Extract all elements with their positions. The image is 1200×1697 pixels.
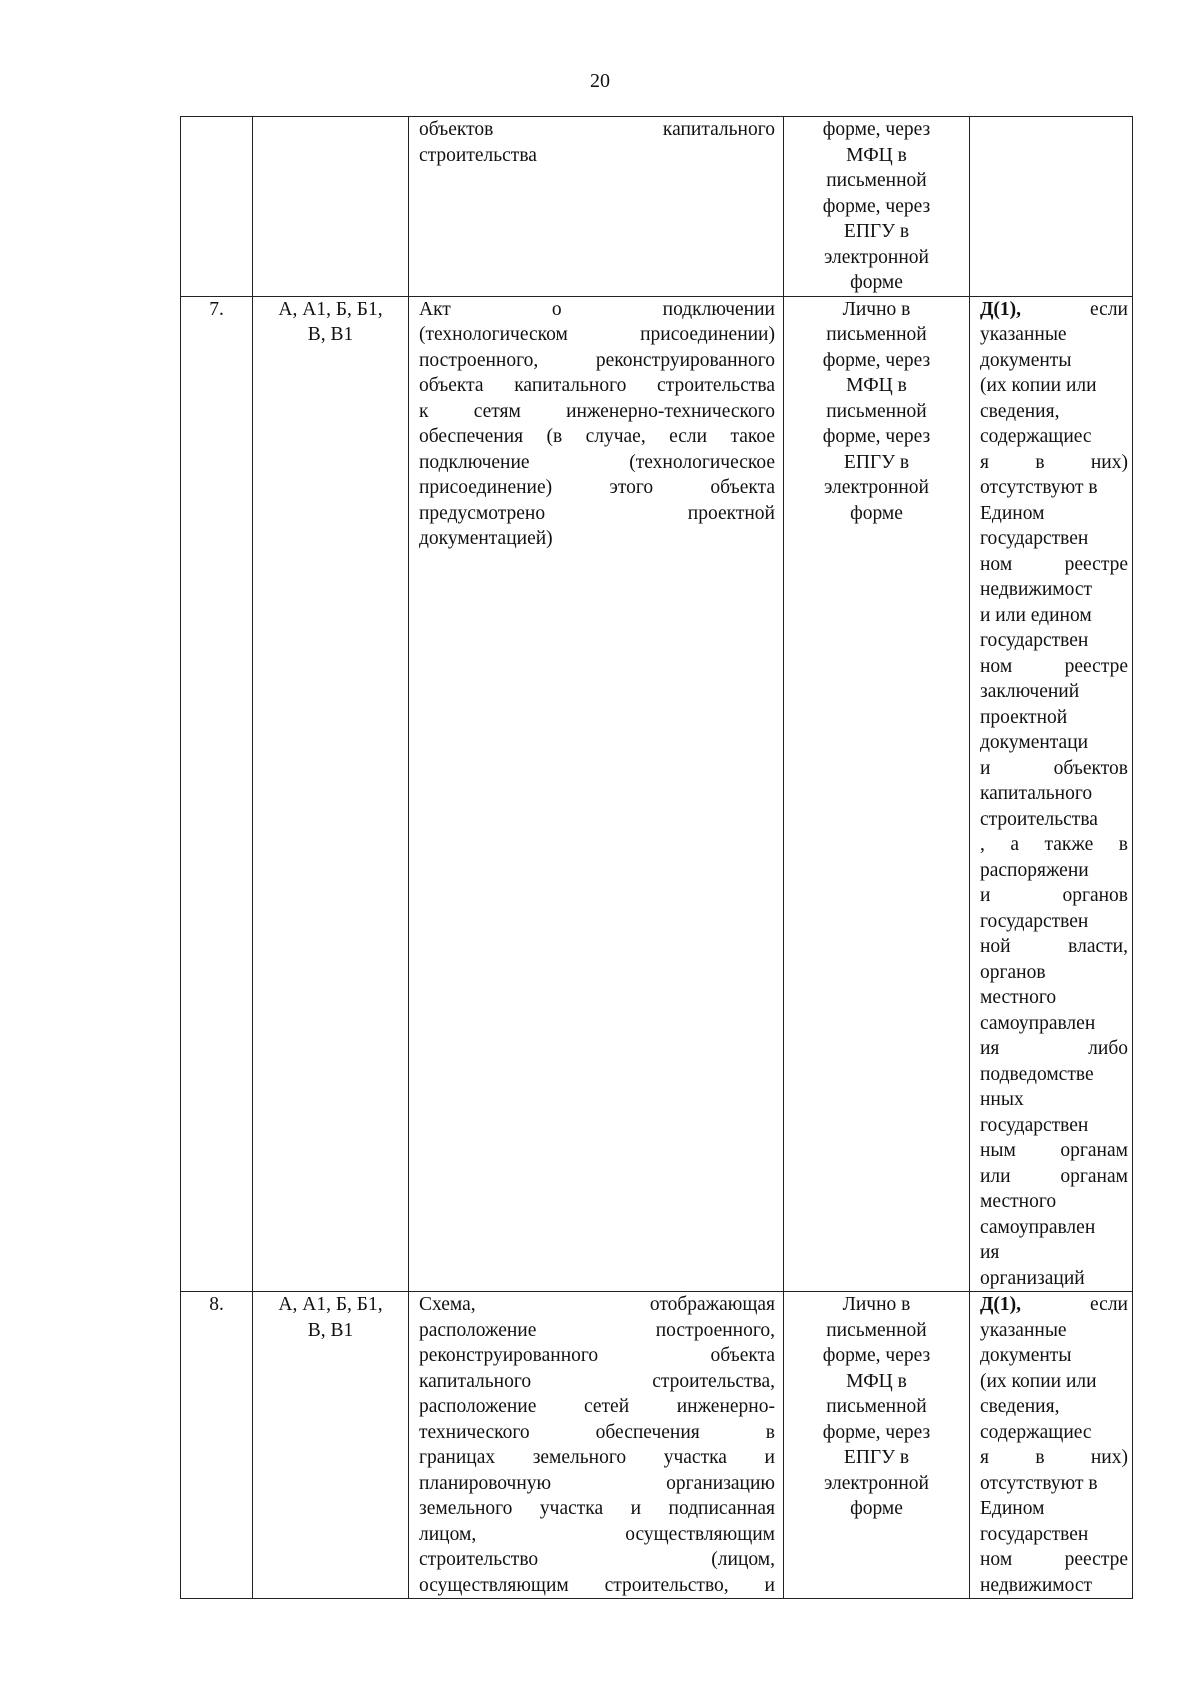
text-line: В, В1	[307, 324, 354, 345]
text-line	[419, 526, 775, 552]
text-line	[419, 1573, 775, 1599]
word: Схема,	[419, 1294, 476, 1315]
text-line: МФЦ в	[846, 1370, 907, 1392]
method-cell	[784, 1292, 970, 1599]
text-line	[980, 1318, 1128, 1344]
word: и	[980, 885, 991, 906]
text-line: А, А1, Б, Б1,	[278, 298, 383, 320]
text-line	[980, 1547, 1128, 1573]
condition-cell	[970, 1292, 1133, 1599]
word: документаци	[980, 732, 1089, 753]
text-line	[980, 1113, 1128, 1139]
text-line	[980, 322, 1128, 348]
text-line	[419, 501, 775, 527]
word: объектов	[419, 119, 494, 140]
applicant-codes	[253, 296, 409, 1292]
text-line: В, В1	[307, 1319, 354, 1341]
text-line	[419, 424, 775, 450]
word: расположение	[419, 1396, 537, 1417]
word: ия	[980, 1038, 1000, 1059]
word: построенного,	[419, 349, 539, 371]
word: технического	[419, 1421, 530, 1443]
word: подведомстве	[980, 1063, 1094, 1085]
document-text	[419, 297, 775, 552]
word: также	[1044, 834, 1094, 855]
text-line: МФЦ в	[846, 144, 907, 166]
table-row-8	[181, 1292, 1133, 1599]
text-line: ЕПГУ в	[843, 1447, 910, 1468]
text-line	[980, 348, 1128, 374]
text-line	[419, 348, 775, 374]
word: капитального	[662, 119, 775, 140]
applicant-codes	[253, 1292, 409, 1599]
table-row-continuation	[181, 117, 1133, 297]
text-line: форме	[850, 502, 903, 524]
text-line	[419, 1445, 775, 1471]
word: случае,	[585, 426, 646, 447]
text-line	[980, 1215, 1128, 1241]
text-line: ЕПГУ в	[843, 221, 910, 242]
codes-cell	[253, 117, 409, 297]
text-line	[419, 1292, 775, 1318]
text-line	[980, 960, 1128, 986]
text-line: письменной	[826, 324, 927, 345]
text-line	[419, 1547, 775, 1573]
word: (технологическом	[419, 324, 568, 345]
text-line	[980, 858, 1128, 884]
word: объектов	[1053, 757, 1128, 779]
document-cell	[409, 296, 784, 1292]
text-line	[980, 475, 1128, 501]
text-line: электронной	[824, 246, 929, 268]
word: капитального	[419, 1370, 532, 1392]
word: строительство	[419, 1549, 539, 1570]
text-line: форме, через	[822, 1421, 931, 1443]
text-line	[419, 475, 775, 501]
text-line	[980, 654, 1128, 680]
text-line	[980, 1496, 1128, 1522]
method-text	[788, 297, 965, 527]
word: ,	[980, 834, 985, 855]
word: сведения,	[980, 1396, 1060, 1417]
document-cell	[409, 117, 784, 297]
text-line	[980, 501, 1128, 527]
text-line	[980, 1420, 1128, 1446]
text-line	[419, 1420, 775, 1446]
word: земельного	[419, 1498, 513, 1519]
text-line: письменной	[826, 1396, 927, 1417]
condition-code: Д(1),	[980, 298, 1022, 320]
codes-text	[253, 297, 408, 348]
word: Едином	[980, 502, 1045, 524]
word: капитального	[980, 783, 1093, 804]
word: предусмотрено	[419, 502, 546, 524]
text-line	[419, 1318, 775, 1344]
word: реестре	[1064, 655, 1128, 677]
condition-word: если	[1090, 1294, 1128, 1315]
text-line	[980, 781, 1128, 807]
word: капитального	[514, 375, 627, 396]
word: ном	[980, 553, 1013, 575]
table-row-7	[181, 296, 1133, 1292]
word: строительства	[419, 144, 537, 166]
word: государствен	[980, 910, 1089, 932]
text-line	[980, 603, 1128, 629]
text-line	[980, 526, 1128, 552]
word: документы	[980, 1345, 1072, 1366]
text-line	[419, 117, 775, 143]
text-line: форме	[850, 272, 903, 293]
word: земельного	[532, 1447, 627, 1468]
text-line	[980, 1138, 1128, 1164]
text-line	[980, 1036, 1128, 1062]
text-line	[419, 297, 775, 323]
condition-word: если	[1090, 298, 1128, 320]
word: если	[669, 426, 708, 447]
word: и	[764, 1447, 775, 1468]
text-line	[980, 628, 1128, 654]
document-text	[419, 117, 775, 168]
word: местного	[980, 987, 1057, 1008]
text-line: Лично в	[842, 1294, 911, 1315]
text-line: Лично в	[842, 298, 911, 320]
word: самоуправлен	[980, 1216, 1096, 1238]
word: лицом,	[419, 1523, 477, 1545]
word: или	[980, 1165, 1011, 1187]
word: подписанная	[668, 1498, 775, 1519]
text-line	[980, 577, 1128, 603]
word: ном	[980, 1549, 1013, 1570]
word: самоуправлен	[980, 1012, 1096, 1034]
word: и или едином	[980, 604, 1092, 626]
word: в	[1035, 1447, 1045, 1468]
text-line	[980, 705, 1128, 731]
word: государствен	[980, 630, 1089, 651]
document-cell	[409, 1292, 784, 1599]
text-line	[980, 832, 1128, 858]
method-cell	[784, 296, 970, 1292]
text-line	[419, 373, 775, 399]
word: реконструированного	[419, 1345, 599, 1366]
word: сведения,	[980, 400, 1060, 422]
word: организаций	[980, 1267, 1085, 1289]
codes-text	[253, 1292, 408, 1343]
text-line	[980, 807, 1128, 833]
word: о	[551, 298, 562, 320]
word: местного	[980, 1191, 1057, 1212]
word: заключений	[980, 681, 1080, 702]
word: обеспечения	[595, 1421, 700, 1443]
text-line: МФЦ в	[846, 375, 907, 396]
text-line	[980, 985, 1128, 1011]
word: строительство,	[604, 1574, 729, 1596]
word: я	[980, 451, 989, 473]
word: я	[980, 1447, 989, 1468]
word: границах	[419, 1447, 496, 1468]
word: отображающая	[649, 1294, 775, 1315]
word: документы	[980, 349, 1072, 371]
word: в	[765, 1421, 775, 1443]
word: (технологическое	[629, 451, 775, 473]
word: присоединении)	[640, 324, 775, 345]
word: объекта	[419, 375, 484, 396]
number-cell	[181, 117, 253, 297]
word: участка	[539, 1498, 604, 1519]
word: Акт	[419, 298, 451, 320]
word: проектной	[687, 502, 775, 524]
word: объекта	[710, 477, 775, 498]
word: реестре	[1064, 1549, 1128, 1570]
text-line	[980, 679, 1128, 705]
text-line: форме, через	[822, 119, 931, 140]
text-line	[419, 1496, 775, 1522]
text-line	[980, 1240, 1128, 1266]
word: недвижимост	[980, 579, 1093, 600]
condition-text	[980, 322, 1128, 1291]
word: власти,	[1068, 936, 1128, 957]
word: реестре	[1064, 553, 1128, 575]
page-number: 20	[590, 70, 610, 92]
word: Едином	[980, 1498, 1045, 1519]
word: сетей	[583, 1396, 630, 1417]
word: нных	[980, 1089, 1024, 1110]
text-line: письменной	[826, 400, 927, 422]
condition-first-line	[980, 297, 1128, 323]
text-line	[980, 1062, 1128, 1088]
text-line: форме, через	[822, 1345, 931, 1366]
text-line	[980, 1087, 1128, 1113]
word: ия	[980, 1242, 1000, 1263]
word: строительства	[657, 375, 775, 396]
word: инженерно-технического	[566, 400, 775, 422]
word: объекта	[710, 1345, 775, 1366]
text-line: ЕПГУ в	[843, 451, 910, 473]
word: подключение	[419, 451, 530, 473]
text-line	[419, 450, 775, 476]
text-line	[980, 934, 1128, 960]
word: (лицом,	[711, 1549, 775, 1570]
word: инженерно-	[676, 1396, 775, 1417]
text-line	[980, 1343, 1128, 1369]
word: строительства,	[652, 1370, 775, 1392]
text-line	[980, 1522, 1128, 1548]
word: и	[630, 1498, 642, 1519]
text-line	[419, 1369, 775, 1395]
word: органам	[1060, 1140, 1128, 1161]
word: а	[1010, 834, 1020, 855]
word: (их копии или	[980, 375, 1097, 396]
text-line	[419, 322, 775, 348]
text-line	[980, 552, 1128, 578]
text-line	[980, 1394, 1128, 1420]
row-number: 7.	[181, 296, 253, 1292]
text-line	[419, 1471, 775, 1497]
word: распоряжени	[980, 859, 1089, 881]
word: отсутствуют в	[980, 477, 1098, 498]
text-line	[419, 1394, 775, 1420]
word: в	[1118, 834, 1128, 855]
text-line	[419, 399, 775, 425]
text-line	[980, 1573, 1128, 1599]
text-line: форме, через	[822, 426, 931, 447]
word: ным	[980, 1140, 1016, 1161]
word: и	[980, 757, 991, 779]
word: содержащиес	[980, 426, 1092, 447]
word: проектной	[980, 706, 1068, 728]
text-line: электронной	[824, 1472, 929, 1494]
method-text	[788, 117, 965, 296]
text-line	[980, 373, 1128, 399]
word: присоединение)	[419, 477, 553, 498]
row-number: 8.	[181, 1292, 253, 1599]
text-line	[980, 399, 1128, 425]
text-line: электронной	[824, 477, 929, 498]
word: участка	[663, 1447, 727, 1468]
word: ной	[980, 936, 1011, 957]
document-text	[419, 1292, 775, 1598]
word: строительства	[980, 808, 1098, 830]
text-line: форме	[850, 1498, 903, 1519]
text-line: форме, через	[822, 195, 931, 217]
method-text	[788, 1292, 965, 1522]
word: (их копии или	[980, 1370, 1097, 1392]
text-line	[980, 450, 1128, 476]
word: осуществляющим	[625, 1523, 775, 1545]
word: недвижимост	[980, 1574, 1093, 1596]
word: указанные	[980, 1319, 1067, 1341]
text-line	[980, 730, 1128, 756]
condition-cell	[970, 296, 1133, 1292]
word: либо	[1088, 1038, 1128, 1059]
text-line	[980, 424, 1128, 450]
text-line	[980, 1445, 1128, 1471]
word: (в	[546, 426, 563, 447]
condition-code: Д(1),	[980, 1294, 1022, 1315]
text-line	[419, 1343, 775, 1369]
text-line: письменной	[826, 170, 927, 191]
word: них)	[1090, 1447, 1128, 1468]
word: расположение	[419, 1319, 537, 1341]
word: указанные	[980, 324, 1067, 345]
word: к	[419, 400, 429, 422]
text-line	[980, 756, 1128, 782]
word: реконструированного	[595, 349, 775, 371]
word: и	[764, 1574, 775, 1596]
text-line	[980, 1189, 1128, 1215]
text-line	[419, 143, 775, 169]
text-line	[980, 883, 1128, 909]
text-line	[980, 1164, 1128, 1190]
condition-text	[980, 1318, 1128, 1599]
text-line	[980, 1369, 1128, 1395]
text-line	[980, 1011, 1128, 1037]
word: органов	[1062, 885, 1128, 906]
word: них)	[1090, 451, 1128, 473]
word: документацией)	[419, 528, 553, 549]
word: отсутствуют в	[980, 1472, 1098, 1494]
word: построенного,	[655, 1319, 775, 1341]
text-line	[980, 1471, 1128, 1497]
word: сетям	[473, 400, 521, 422]
word: государствен	[980, 1114, 1089, 1136]
text-line: форме, через	[822, 349, 931, 371]
documents-table	[180, 116, 1133, 1599]
word: обеспечения	[419, 426, 524, 447]
text-line: А, А1, Б, Б1,	[278, 1294, 383, 1315]
word: ном	[980, 655, 1013, 677]
word: государствен	[980, 528, 1089, 549]
word: планировочную	[419, 1472, 552, 1494]
word: содержащиес	[980, 1421, 1092, 1443]
word: подключении	[662, 298, 775, 320]
word: организацию	[666, 1472, 775, 1494]
method-cell	[784, 117, 970, 297]
condition-cell	[970, 117, 1133, 297]
word: государствен	[980, 1523, 1089, 1545]
word: в	[1035, 451, 1045, 473]
text-line: письменной	[826, 1319, 927, 1341]
word: этого	[609, 477, 654, 498]
word: такое	[730, 426, 775, 447]
condition-first-line	[980, 1292, 1128, 1318]
word: органам	[1060, 1165, 1128, 1187]
word: осуществляющим	[419, 1574, 569, 1596]
word: органов	[980, 961, 1046, 983]
text-line	[980, 1266, 1128, 1292]
text-line	[419, 1522, 775, 1548]
text-line	[980, 909, 1128, 935]
